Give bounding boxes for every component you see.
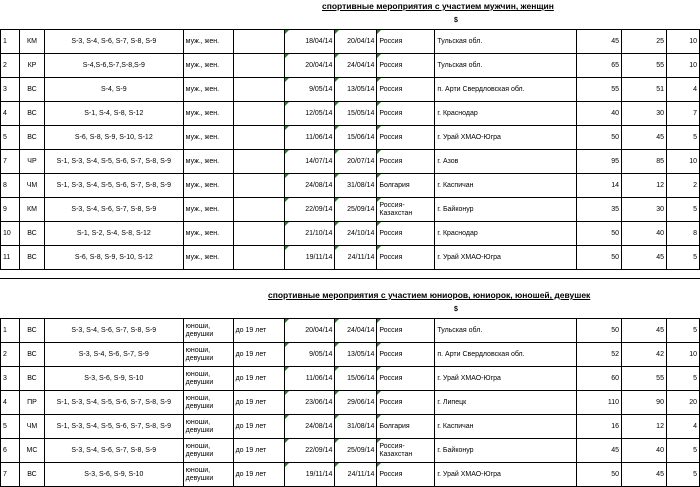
city-cell: г. Байконур: [435, 439, 577, 463]
age-cell: до 19 лет: [233, 319, 285, 343]
gender-cell: муж., жен.: [183, 174, 233, 198]
value1-cell: 50: [577, 126, 622, 150]
value3-cell: 5: [666, 319, 699, 343]
age-cell: [233, 150, 285, 174]
gender-cell: муж., жен.: [183, 102, 233, 126]
value1-cell: 45: [577, 30, 622, 54]
gender-cell: муж., жен.: [183, 126, 233, 150]
table-row: [1, 198, 700, 222]
table-row: [1, 439, 700, 463]
country-cell: Россия: [377, 246, 435, 270]
rank-cell: ЧМ: [19, 415, 44, 439]
section2-currency: $: [454, 306, 458, 313]
country-cell: Россия: [377, 102, 435, 126]
row-number: 3: [1, 367, 20, 391]
table-row: [1, 174, 700, 198]
age-cell: [233, 102, 285, 126]
classes-cell: S-1, S-2, S-4, S-8, S-12: [44, 222, 183, 246]
classes-cell: S-3, S-4, S-6, S-7, S-8, S-9: [44, 30, 183, 54]
value2-cell: 30: [622, 102, 667, 126]
table-row: [1, 415, 700, 439]
start-date-cell: 24/08/14: [285, 174, 335, 198]
country-cell: Россия: [377, 463, 435, 487]
row-number: 4: [1, 391, 20, 415]
rank-cell: ВС: [19, 126, 44, 150]
gender-cell: муж., жен.: [183, 246, 233, 270]
table-row: [1, 150, 700, 174]
row-number: 7: [1, 150, 20, 174]
row-number: 2: [1, 343, 20, 367]
gender-cell: юноши, девушки: [183, 319, 233, 343]
table-row: [1, 126, 700, 150]
gender-cell: муж., жен.: [183, 78, 233, 102]
table-row: [1, 367, 700, 391]
start-date-cell: 22/09/14: [285, 198, 335, 222]
city-cell: г. Каспичан: [435, 415, 577, 439]
country-cell: Болгария: [377, 415, 435, 439]
value1-cell: 52: [577, 343, 622, 367]
value1-cell: 65: [577, 54, 622, 78]
value1-cell: 45: [577, 439, 622, 463]
value1-cell: 110: [577, 391, 622, 415]
value3-cell: 10: [666, 30, 699, 54]
city-cell: Тульская обл.: [435, 319, 577, 343]
value2-cell: 12: [622, 415, 667, 439]
end-date-cell: 20/04/14: [335, 30, 377, 54]
row-number: 5: [1, 415, 20, 439]
value3-cell: 4: [666, 415, 699, 439]
age-cell: до 19 лет: [233, 367, 285, 391]
rank-cell: КР: [19, 54, 44, 78]
value3-cell: 8: [666, 222, 699, 246]
section1-rows: [1, 30, 700, 270]
gender-cell: муж., жен.: [183, 198, 233, 222]
city-cell: г. Краснодар: [435, 102, 577, 126]
city-cell: г. Краснодар: [435, 222, 577, 246]
end-date-cell: 15/06/14: [335, 367, 377, 391]
start-date-cell: 24/08/14: [285, 415, 335, 439]
classes-cell: S-3, S-4, S-6, S-7, S-8, S-9: [44, 439, 183, 463]
table-row: [1, 30, 700, 54]
end-date-cell: 15/05/14: [335, 102, 377, 126]
country-cell: Россия-Казахстан: [377, 439, 435, 463]
row-number: 4: [1, 102, 20, 126]
start-date-cell: 18/04/14: [285, 30, 335, 54]
end-date-cell: 31/08/14: [335, 415, 377, 439]
value3-cell: 5: [666, 439, 699, 463]
rank-cell: ВС: [19, 343, 44, 367]
classes-cell: S-1, S-3, S-4, S-5, S-6, S-7, S-8, S-9: [44, 415, 183, 439]
value2-cell: 42: [622, 343, 667, 367]
section2-table: [0, 318, 700, 487]
start-date-cell: 11/06/14: [285, 367, 335, 391]
start-date-cell: 9/05/14: [285, 78, 335, 102]
start-date-cell: 22/09/14: [285, 439, 335, 463]
value1-cell: 35: [577, 198, 622, 222]
value1-cell: 50: [577, 319, 622, 343]
end-date-cell: 15/06/14: [335, 126, 377, 150]
table-row: [1, 102, 700, 126]
city-cell: г. Урай ХМАО-Югра: [435, 126, 577, 150]
end-date-cell: 13/05/14: [335, 78, 377, 102]
gender-cell: муж., жен.: [183, 30, 233, 54]
end-date-cell: 20/07/14: [335, 150, 377, 174]
row-number: 2: [1, 54, 20, 78]
city-cell: п. Арти Свердловская обл.: [435, 78, 577, 102]
value3-cell: 5: [666, 246, 699, 270]
end-date-cell: 31/08/14: [335, 174, 377, 198]
classes-cell: S-6, S-8, S-9, S-10, S-12: [44, 246, 183, 270]
value2-cell: 12: [622, 174, 667, 198]
section2-title: спортивные мероприятия с участием юниоров, юниорок, юношей, девушек: [268, 290, 591, 300]
rank-cell: ЧР: [19, 150, 44, 174]
value1-cell: 16: [577, 415, 622, 439]
row-number: 1: [1, 30, 20, 54]
classes-cell: S-3, S-4, S-6, S-7, S-8, S-9: [44, 319, 183, 343]
start-date-cell: 12/05/14: [285, 102, 335, 126]
start-date-cell: 23/06/14: [285, 391, 335, 415]
age-cell: до 19 лет: [233, 391, 285, 415]
value2-cell: 55: [622, 367, 667, 391]
city-cell: г. Урай ХМАО-Югра: [435, 463, 577, 487]
country-cell: Россия: [377, 30, 435, 54]
rank-cell: ВС: [19, 367, 44, 391]
classes-cell: S-3, S-4, S-6, S-7, S-9: [44, 343, 183, 367]
row-number: 9: [1, 198, 20, 222]
age-cell: [233, 198, 285, 222]
classes-cell: S-4,S-6,S-7,S-8,S-9: [44, 54, 183, 78]
start-date-cell: 9/05/14: [285, 343, 335, 367]
value1-cell: 60: [577, 367, 622, 391]
gender-cell: юноши, девушки: [183, 343, 233, 367]
section2-rows: [1, 319, 700, 487]
end-date-cell: 24/11/14: [335, 246, 377, 270]
value2-cell: 25: [622, 30, 667, 54]
end-date-cell: 25/09/14: [335, 439, 377, 463]
value2-cell: 30: [622, 198, 667, 222]
rank-cell: ВС: [19, 319, 44, 343]
value1-cell: 55: [577, 78, 622, 102]
age-cell: [233, 78, 285, 102]
country-cell: Россия: [377, 150, 435, 174]
gender-cell: юноши, девушки: [183, 415, 233, 439]
value3-cell: 20: [666, 391, 699, 415]
gender-cell: юноши, девушки: [183, 367, 233, 391]
row-number: 3: [1, 78, 20, 102]
classes-cell: S-1, S-3, S-4, S-5, S-6, S-7, S-8, S-9: [44, 150, 183, 174]
row-number: 8: [1, 174, 20, 198]
table-row: [1, 54, 700, 78]
row-number: 5: [1, 126, 20, 150]
value3-cell: 7: [666, 102, 699, 126]
city-cell: г. Липецк: [435, 391, 577, 415]
rank-cell: ВС: [19, 463, 44, 487]
rank-cell: ЧМ: [19, 174, 44, 198]
value1-cell: 95: [577, 150, 622, 174]
value2-cell: 45: [622, 319, 667, 343]
value2-cell: 55: [622, 54, 667, 78]
value2-cell: 40: [622, 439, 667, 463]
end-date-cell: 24/11/14: [335, 463, 377, 487]
value2-cell: 45: [622, 246, 667, 270]
row-number: 10: [1, 222, 20, 246]
country-cell: Болгария: [377, 174, 435, 198]
start-date-cell: 11/06/14: [285, 126, 335, 150]
classes-cell: S-3, S-6, S-9, S-10: [44, 367, 183, 391]
value3-cell: 5: [666, 126, 699, 150]
section-divider: [0, 278, 700, 279]
value2-cell: 40: [622, 222, 667, 246]
classes-cell: S-1, S-4, S-8, S-12: [44, 102, 183, 126]
rank-cell: КМ: [19, 30, 44, 54]
value1-cell: 14: [577, 174, 622, 198]
city-cell: г. Урай ХМАО-Югра: [435, 367, 577, 391]
table-row: [1, 78, 700, 102]
city-cell: г. Урай ХМАО-Югра: [435, 246, 577, 270]
end-date-cell: 25/09/14: [335, 198, 377, 222]
section1-currency: $: [454, 17, 458, 24]
end-date-cell: 24/10/14: [335, 222, 377, 246]
gender-cell: юноши, девушки: [183, 439, 233, 463]
country-cell: Россия: [377, 367, 435, 391]
age-cell: до 19 лет: [233, 439, 285, 463]
section1-table: [0, 29, 700, 270]
table-row: [1, 343, 700, 367]
gender-cell: юноши, девушки: [183, 391, 233, 415]
end-date-cell: 24/04/14: [335, 319, 377, 343]
classes-cell: S-3, S-6, S-9, S-10: [44, 463, 183, 487]
city-cell: г. Каспичан: [435, 174, 577, 198]
classes-cell: S-4, S-9: [44, 78, 183, 102]
section1-title: спортивные мероприятия с участием мужчин, женщин: [322, 1, 554, 11]
rank-cell: ВС: [19, 102, 44, 126]
start-date-cell: 14/07/14: [285, 150, 335, 174]
gender-cell: муж., жен.: [183, 54, 233, 78]
value3-cell: 10: [666, 343, 699, 367]
gender-cell: юноши, девушки: [183, 463, 233, 487]
value1-cell: 50: [577, 246, 622, 270]
city-cell: п. Арти Свердловская обл.: [435, 343, 577, 367]
value2-cell: 51: [622, 78, 667, 102]
table-row: [1, 391, 700, 415]
age-cell: [233, 174, 285, 198]
value1-cell: 50: [577, 222, 622, 246]
city-cell: Тульская обл.: [435, 54, 577, 78]
classes-cell: S-3, S-4, S-6, S-7, S-8, S-9: [44, 198, 183, 222]
rank-cell: КМ: [19, 198, 44, 222]
rank-cell: ПР: [19, 391, 44, 415]
start-date-cell: 20/04/14: [285, 319, 335, 343]
gender-cell: муж., жен.: [183, 222, 233, 246]
value1-cell: 50: [577, 463, 622, 487]
city-cell: г. Байконур: [435, 198, 577, 222]
country-cell: Россия: [377, 222, 435, 246]
row-number: 7: [1, 463, 20, 487]
rank-cell: ВС: [19, 78, 44, 102]
table-row: [1, 463, 700, 487]
row-number: 6: [1, 439, 20, 463]
value1-cell: 40: [577, 102, 622, 126]
table-row: [1, 222, 700, 246]
value2-cell: 85: [622, 150, 667, 174]
value2-cell: 45: [622, 463, 667, 487]
age-cell: [233, 54, 285, 78]
country-cell: Россия-Казахстан: [377, 198, 435, 222]
value3-cell: 5: [666, 367, 699, 391]
value3-cell: 5: [666, 198, 699, 222]
table-row: [1, 319, 700, 343]
end-date-cell: 29/06/14: [335, 391, 377, 415]
value3-cell: 10: [666, 150, 699, 174]
age-cell: [233, 30, 285, 54]
rank-cell: МС: [19, 439, 44, 463]
country-cell: Россия: [377, 126, 435, 150]
gender-cell: муж., жен.: [183, 150, 233, 174]
start-date-cell: 19/11/14: [285, 246, 335, 270]
country-cell: Россия: [377, 343, 435, 367]
classes-cell: S-1, S-3, S-4, S-5, S-6, S-7, S-8, S-9: [44, 391, 183, 415]
classes-cell: S-6, S-8, S-9, S-10, S-12: [44, 126, 183, 150]
age-cell: до 19 лет: [233, 463, 285, 487]
age-cell: [233, 222, 285, 246]
row-number: 11: [1, 246, 20, 270]
age-cell: [233, 246, 285, 270]
row-number: 1: [1, 319, 20, 343]
country-cell: Россия: [377, 54, 435, 78]
end-date-cell: 24/04/14: [335, 54, 377, 78]
classes-cell: S-1, S-3, S-4, S-5, S-6, S-7, S-8, S-9: [44, 174, 183, 198]
table-row: [1, 246, 700, 270]
age-cell: [233, 126, 285, 150]
value2-cell: 90: [622, 391, 667, 415]
rank-cell: ВС: [19, 246, 44, 270]
city-cell: Тульская обл.: [435, 30, 577, 54]
age-cell: до 19 лет: [233, 343, 285, 367]
value3-cell: 5: [666, 463, 699, 487]
country-cell: Россия: [377, 391, 435, 415]
country-cell: Россия: [377, 78, 435, 102]
value3-cell: 10: [666, 54, 699, 78]
start-date-cell: 19/11/14: [285, 463, 335, 487]
end-date-cell: 13/05/14: [335, 343, 377, 367]
rank-cell: ВС: [19, 222, 44, 246]
start-date-cell: 21/10/14: [285, 222, 335, 246]
age-cell: до 19 лет: [233, 415, 285, 439]
value3-cell: 4: [666, 78, 699, 102]
value3-cell: 2: [666, 174, 699, 198]
city-cell: г. Азов: [435, 150, 577, 174]
value2-cell: 45: [622, 126, 667, 150]
start-date-cell: 20/04/14: [285, 54, 335, 78]
country-cell: Россия: [377, 319, 435, 343]
